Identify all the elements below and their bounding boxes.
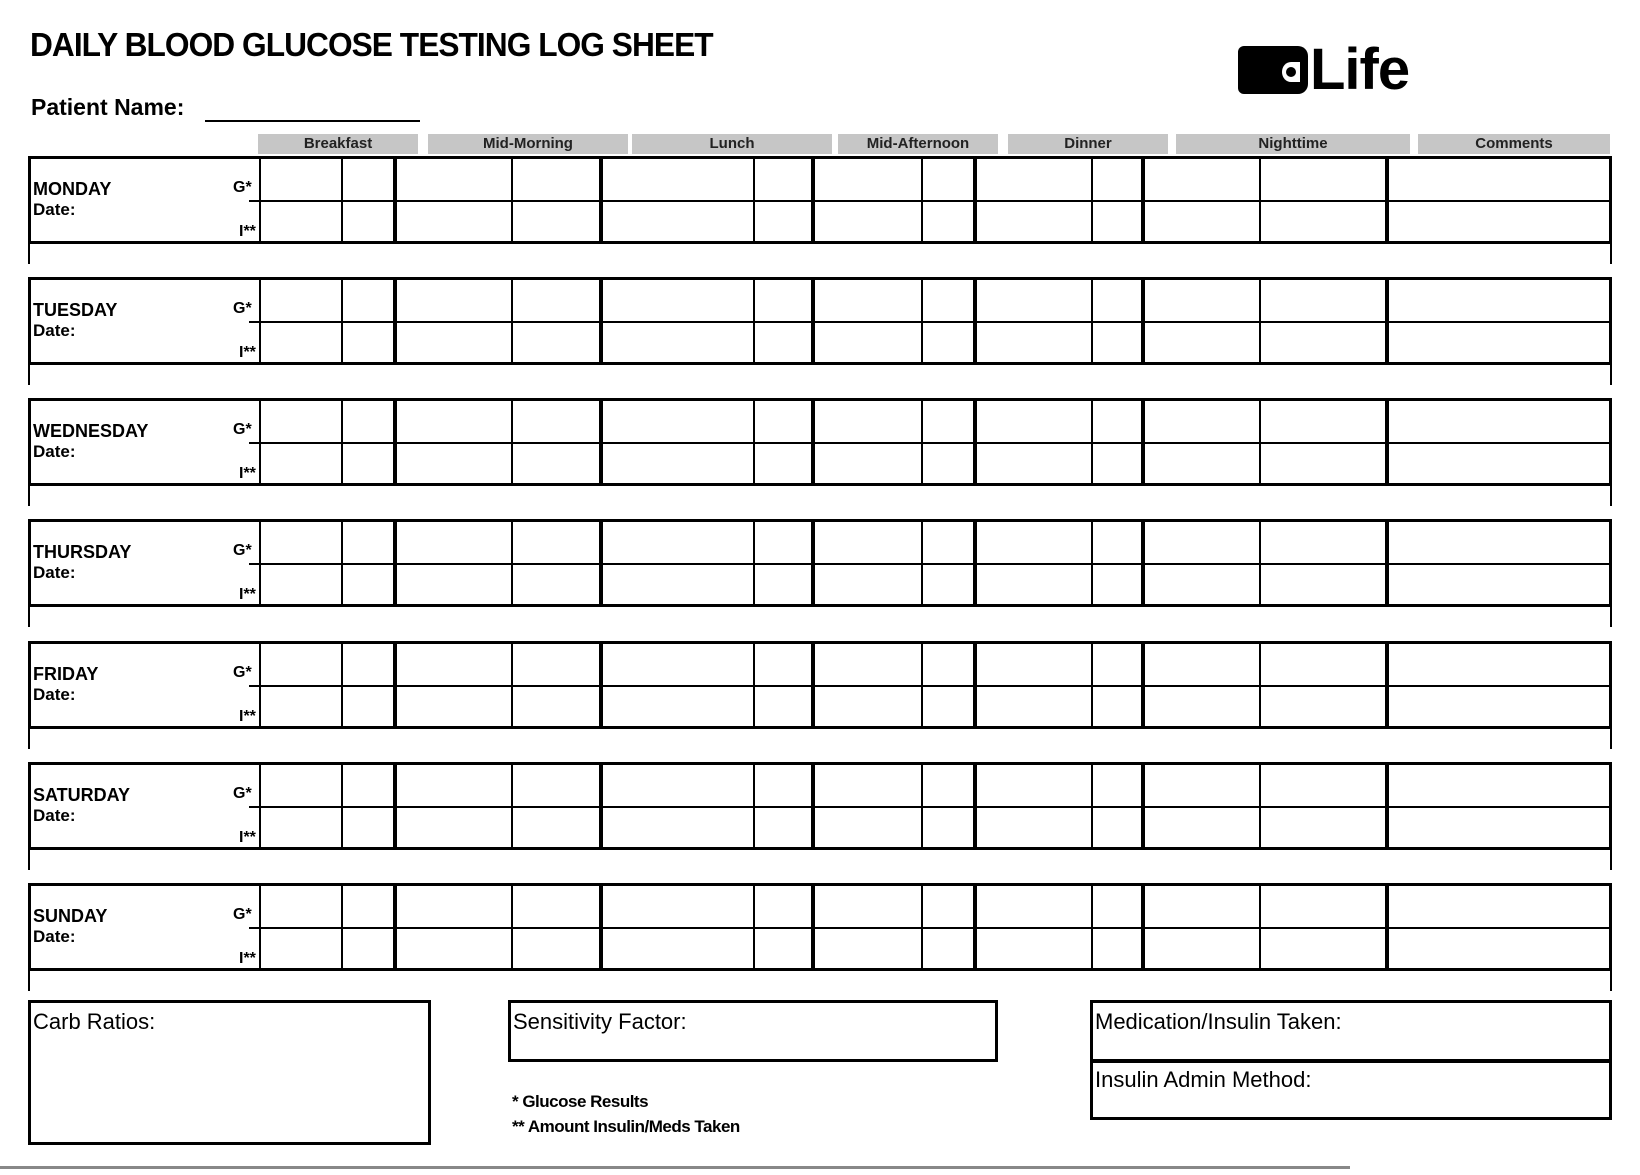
insulin-marker: I** [239, 708, 256, 725]
medication-taken-label: Medication/Insulin Taken: [1095, 1009, 1342, 1034]
insulin-marker: I** [239, 465, 256, 482]
cell-divider [1259, 883, 1261, 971]
cell-divider [341, 883, 343, 971]
row-divider [249, 442, 1609, 444]
logo-text: Life [1310, 37, 1410, 102]
section-divider [1385, 519, 1389, 607]
insulin-marker: I** [239, 586, 256, 603]
insulin-marker: I** [239, 344, 256, 361]
date-label: Date: [33, 563, 76, 582]
section-divider [1385, 156, 1389, 244]
cell-divider [921, 883, 923, 971]
section-divider [393, 883, 397, 971]
glucose-marker: G* [233, 785, 252, 802]
cell-divider [753, 277, 755, 365]
section-divider [1141, 883, 1145, 971]
section-divider [1385, 277, 1389, 365]
cell-divider [921, 762, 923, 850]
cell-divider [511, 762, 513, 850]
row-divider [249, 685, 1609, 687]
cell-divider [511, 641, 513, 729]
glucose-marker: G* [233, 664, 252, 681]
page-title: DAILY BLOOD GLUCOSE TESTING LOG SHEET [30, 26, 713, 63]
day-row-monday[interactable] [28, 156, 1612, 244]
cell-divider [753, 762, 755, 850]
day-spacer [28, 850, 1612, 870]
label-column-divider [259, 277, 261, 365]
day-name: SATURDAY [33, 785, 131, 805]
section-divider [811, 762, 815, 850]
cell-divider [921, 277, 923, 365]
cell-divider [921, 398, 923, 486]
row-divider [249, 200, 1609, 202]
insulin-admin-method-label: Insulin Admin Method: [1095, 1067, 1312, 1092]
cell-divider [1091, 519, 1093, 607]
day-name: FRIDAY [33, 664, 99, 684]
cell-divider [511, 883, 513, 971]
section-divider [811, 883, 815, 971]
cell-divider [1259, 398, 1261, 486]
section-divider [393, 519, 397, 607]
cell-divider [1091, 641, 1093, 729]
cell-divider [341, 762, 343, 850]
section-divider [393, 641, 397, 729]
glucose-marker: G* [233, 179, 252, 196]
cell-divider [1259, 762, 1261, 850]
date-label: Date: [33, 685, 76, 704]
section-divider [1141, 156, 1145, 244]
section-divider [599, 762, 603, 850]
cell-divider [753, 883, 755, 971]
day-name: WEDNESDAY [33, 421, 149, 441]
section-divider [599, 398, 603, 486]
day-row-tuesday[interactable] [28, 277, 1612, 365]
section-divider [1385, 398, 1389, 486]
cell-divider [1259, 641, 1261, 729]
sensitivity-factor-box[interactable] [508, 1000, 998, 1062]
medication-taken-box[interactable] [1090, 1000, 1612, 1062]
day-spacer [28, 971, 1612, 991]
day-spacer [28, 365, 1612, 385]
life-logo [1238, 37, 1410, 102]
cell-divider [1091, 398, 1093, 486]
cell-divider [1259, 156, 1261, 244]
glucose-marker: G* [233, 421, 252, 438]
label-column-divider [259, 883, 261, 971]
glucose-marker: G* [233, 300, 252, 317]
cell-divider [753, 398, 755, 486]
section-divider [599, 277, 603, 365]
section-divider [811, 277, 815, 365]
column-header-4: Mid-Afternoon [838, 134, 998, 154]
column-header-5: Dinner [1008, 134, 1168, 154]
date-label: Date: [33, 442, 76, 461]
insulin-marker: I** [239, 829, 256, 846]
day-row-friday[interactable] [28, 641, 1612, 729]
cell-divider [1091, 762, 1093, 850]
label-column-divider [259, 641, 261, 729]
section-divider [1141, 519, 1145, 607]
cell-divider [341, 398, 343, 486]
day-spacer [28, 729, 1612, 749]
section-divider [1385, 762, 1389, 850]
section-divider [973, 883, 977, 971]
day-row-saturday[interactable] [28, 762, 1612, 850]
label-column-divider [259, 398, 261, 486]
row-divider [249, 563, 1609, 565]
column-header-7: Comments [1418, 134, 1610, 154]
cell-divider [1091, 277, 1093, 365]
insulin-marker: I** [239, 223, 256, 240]
cell-divider [921, 641, 923, 729]
cell-divider [753, 519, 755, 607]
section-divider [811, 519, 815, 607]
day-row-sunday[interactable] [28, 883, 1612, 971]
day-spacer [28, 244, 1612, 264]
sensitivity-factor-label: Sensitivity Factor: [513, 1009, 687, 1034]
section-divider [973, 641, 977, 729]
section-divider [599, 883, 603, 971]
section-divider [811, 398, 815, 486]
bottom-rule [0, 1166, 1350, 1169]
label-column-divider [259, 519, 261, 607]
section-divider [973, 277, 977, 365]
cell-divider [921, 156, 923, 244]
cell-divider [1091, 156, 1093, 244]
legend-insulin: ** Amount Insulin/Meds Taken [512, 1117, 740, 1136]
logo-mark-icon [1238, 46, 1308, 94]
cell-divider [753, 641, 755, 729]
cell-divider [1259, 277, 1261, 365]
date-label: Date: [33, 321, 76, 340]
day-spacer [28, 486, 1612, 506]
section-divider [1141, 398, 1145, 486]
cell-divider [341, 519, 343, 607]
cell-divider [1259, 519, 1261, 607]
cell-divider [341, 156, 343, 244]
column-header-3: Lunch [632, 134, 832, 154]
insulin-marker: I** [239, 950, 256, 967]
day-row-thursday[interactable] [28, 519, 1612, 607]
carb-ratios-label: Carb Ratios: [33, 1009, 156, 1034]
glucose-marker: G* [233, 906, 252, 923]
row-divider [249, 321, 1609, 323]
column-header-2: Mid-Morning [428, 134, 628, 154]
cell-divider [921, 519, 923, 607]
section-divider [599, 641, 603, 729]
section-divider [1141, 762, 1145, 850]
label-column-divider [259, 156, 261, 244]
section-divider [1385, 883, 1389, 971]
cell-divider [341, 277, 343, 365]
day-spacer [28, 607, 1612, 627]
day-name: MONDAY [33, 179, 112, 199]
section-divider [1385, 641, 1389, 729]
section-divider [393, 277, 397, 365]
section-divider [599, 519, 603, 607]
column-header-1: Breakfast [258, 134, 418, 154]
section-divider [973, 519, 977, 607]
patient-name-field[interactable] [205, 120, 420, 122]
row-divider [249, 927, 1609, 929]
cell-divider [753, 156, 755, 244]
insulin-admin-method-box[interactable] [1090, 1060, 1612, 1120]
section-divider [1141, 641, 1145, 729]
section-divider [393, 156, 397, 244]
date-label: Date: [33, 200, 76, 219]
day-name: TUESDAY [33, 300, 118, 320]
section-divider [393, 398, 397, 486]
carb-ratios-box[interactable] [28, 1000, 431, 1145]
cell-divider [1091, 883, 1093, 971]
row-divider [249, 806, 1609, 808]
cell-divider [511, 156, 513, 244]
section-divider [1141, 277, 1145, 365]
day-name: THURSDAY [33, 542, 132, 562]
label-column-divider [259, 762, 261, 850]
cell-divider [511, 277, 513, 365]
cell-divider [341, 641, 343, 729]
section-divider [973, 398, 977, 486]
section-divider [393, 762, 397, 850]
date-label: Date: [33, 806, 76, 825]
section-divider [599, 156, 603, 244]
section-divider [973, 762, 977, 850]
column-header-6: Nighttime [1176, 134, 1410, 154]
glucose-marker: G* [233, 542, 252, 559]
day-name: SUNDAY [33, 906, 108, 926]
date-label: Date: [33, 927, 76, 946]
day-row-wednesday[interactable] [28, 398, 1612, 486]
section-divider [811, 156, 815, 244]
cell-divider [511, 398, 513, 486]
patient-name-label: Patient Name: [31, 94, 185, 120]
section-divider [973, 156, 977, 244]
legend-glucose: * Glucose Results [512, 1092, 649, 1111]
cell-divider [511, 519, 513, 607]
section-divider [811, 641, 815, 729]
